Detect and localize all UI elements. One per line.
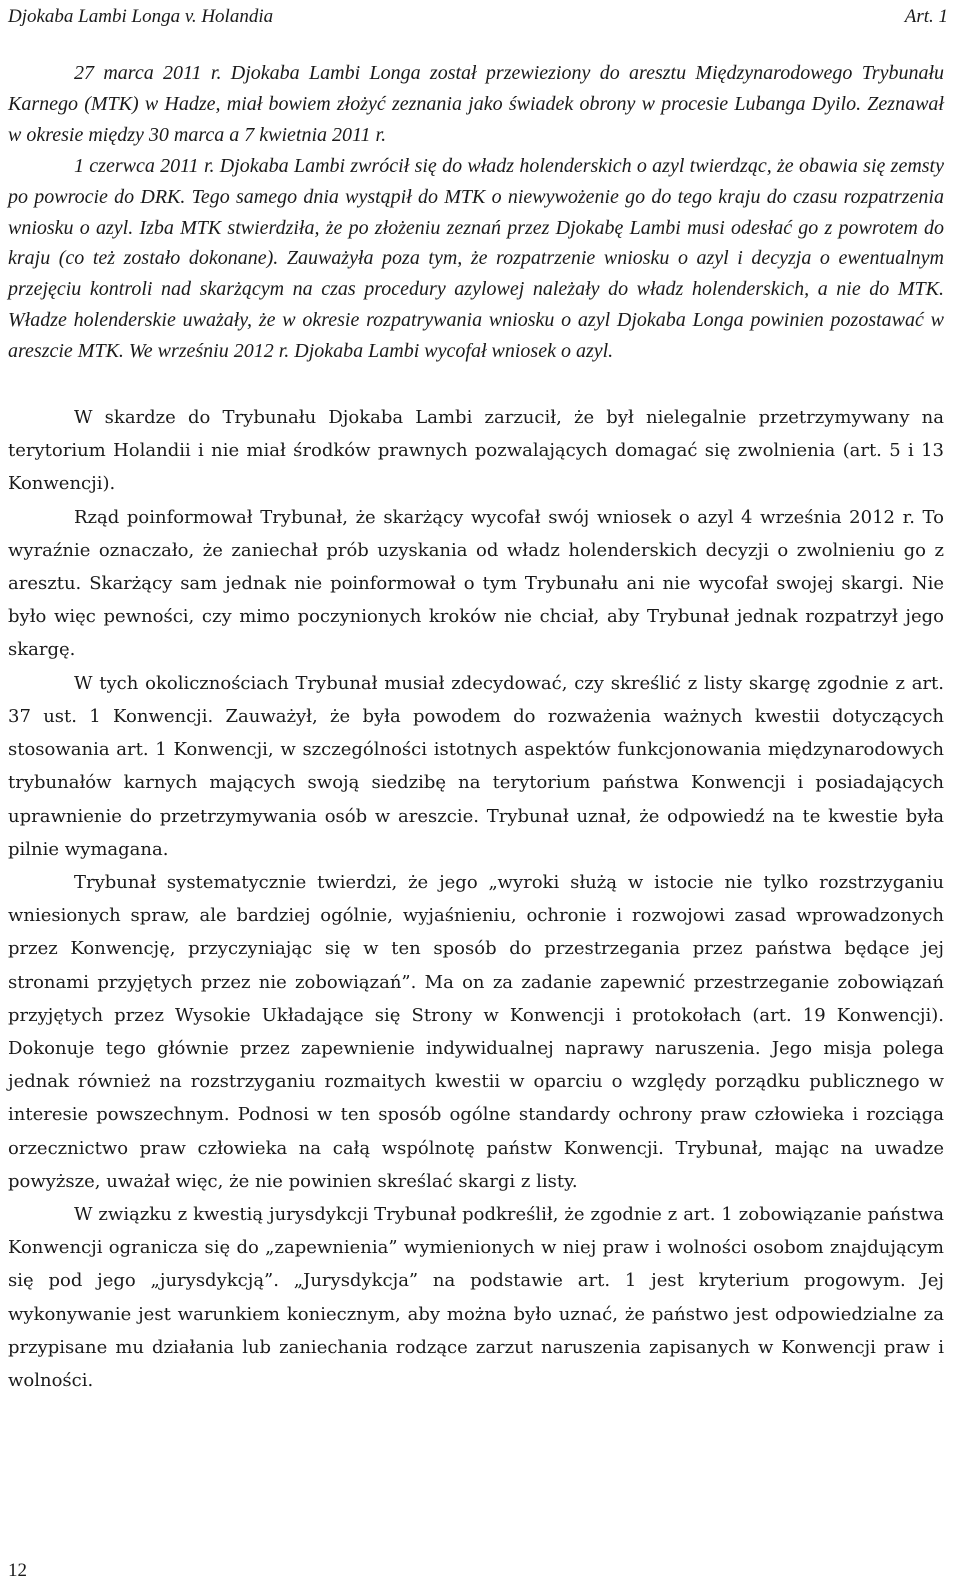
body-paragraph: Rząd poinformował Trybunał, że skarżący wycofał swój wniosek o azyl 4 września 2012 r. To wyraźnie oznaczało, że zaniechał prób uzyskania od władz holenderskich decyzji o zwolnieniu go z aresztu. Skarżący sam jednak nie poinformował o tym Trybunału ani nie wycofał swojej skargi. Nie było więc pewności, czy mimo poczynionych kroków nie chciał, aby Trybunał jednak rozpatrzył jego skargę.: [8, 506, 944, 661]
body-paragraph: W skardze do Trybunału Djokaba Lambi zarzucił, że był nielegalnie przetrzymywany na terytorium Holandii i nie miał środków prawnych pozwalających domagać się zwolnienia (art. 5 i 13 Konwencji).: [8, 407, 944, 495]
header-case-title: Djokaba Lambi Longa v. Holandia: [8, 6, 274, 27]
body-paragraph: W tych okolicznościach Trybunał musiał zdecydować, czy skreślić z listy skargę zgodnie z art. 37 ust. 1 Konwencji. Zauważył, że była powodem do rozważenia ważnych kwestii dotyczących stosowania art. 1 Konwencji, w szczególności istotnych aspektów funkcjonowania międzynarodowych trybunałów karnych mających swoją siedzibę na terytorium państwa Konwencji i posiadających uprawnienie do przetrzymywania osób w areszcie. Trybunał uznał, że odpowiedź na te kwestie była pilnie wymagana.: [8, 672, 944, 860]
italic-paragraph: 27 marca 2011 r. Djokaba Lambi Longa został przewieziony do aresztu Międzynarodowego Trybunału Karnego (MTK) w Hadze, miał bowiem złożyć zeznania jako świadek obrony w procesie Lubanga Dyilo. Zeznawał w okresie między 30 marca a 7 kwietnia 2011 r.: [8, 62, 944, 146]
main-text: [8, 58, 944, 1397]
header-article: Art. 1: [904, 6, 948, 27]
running-header: [8, 2, 948, 32]
body-paragraph: Trybunał systematycznie twierdzi, że jego „wyroki służą w istocie nie tylko rozstrzyganiu wniesionych spraw, ale bardziej ogólnie, wyjaśnieniu, ochronie i rozwojowi zasad wprowadzonych przez Konwencję, przyczyniając się w ten sposób do przestrzegania przez państwa będące jej stronami przyjętych przez nie zobowiązań”. Ma on za zadanie zapewnić przestrzeganie zobowiązań przyjętych przez Wysokie Układające się Strony w Konwencji i protokołach (art. 19 Konwencji). Dokonuje tego głównie przez zapewnienie indywidualnej naprawy naruszenia. Jego misja polega jednak również na rozstrzyganiu rozmaitych kwestii w oparciu o względy porządku publicznego w interesie powszechnym. Podnosi w ten sposób ogólne standardy ochrony praw człowieka i rozciąga orzecznictwo praw człowieka na całą wspólnotę państw Konwencji. Trybunał, mając na uwadze powyższe, uważał więc, że nie powinien skreślać skargi z listy.: [8, 871, 944, 1192]
italic-paragraph: 1 czerwca 2011 r. Djokaba Lambi zwrócił się do władz holenderskich o azyl twierdząc, że obawia się zemsty po powrocie do DRK. Tego samego dnia wystąpił do MTK o niewywożenie go do tego kraju do czasu rozpatrzenia wniosku o azyl. Izba MTK stwierdziła, że po złożeniu zeznań przez Djokabę Lambi musi odesłać go z powrotem do kraju (co też zostało dokonane). Zauważyła poza tym, że rozpatrzenie wniosku o azyl i decyzja o ewentualnym przejęciu kontroli nad skarżącym na czas procedury azylowej należały do władz holenderskich, a nie do MTK. Władze holenderskie uważały, że w okresie rozpatrywania wniosku o azyl Djokaba Longa powinien pozostawać w areszcie MTK. We wrześniu 2012 r. Djokaba Lambi wycofał wniosek o azyl.: [8, 154, 944, 363]
page-number: 12: [8, 1560, 27, 1581]
body-paragraph: W związku z kwestią jurysdykcji Trybunał podkreślił, że zgodnie z art. 1 zobowiązanie państwa Konwencji ogranicza się do „zapewnienia” wymienionych w niej praw i wolności osobom znajdującym się pod jego „jurysdykcją”. „Jurysdykcja” na podstawie art. 1 jest kryterium progowym. Jej wykonywanie jest warunkiem koniecznym, aby można było uznać, że państwo jest odpowiedzialne za przypisane mu działania lub zaniechania rodzące zarzut naruszenia zapisanych w Konwencji praw i wolności.: [8, 1203, 944, 1391]
